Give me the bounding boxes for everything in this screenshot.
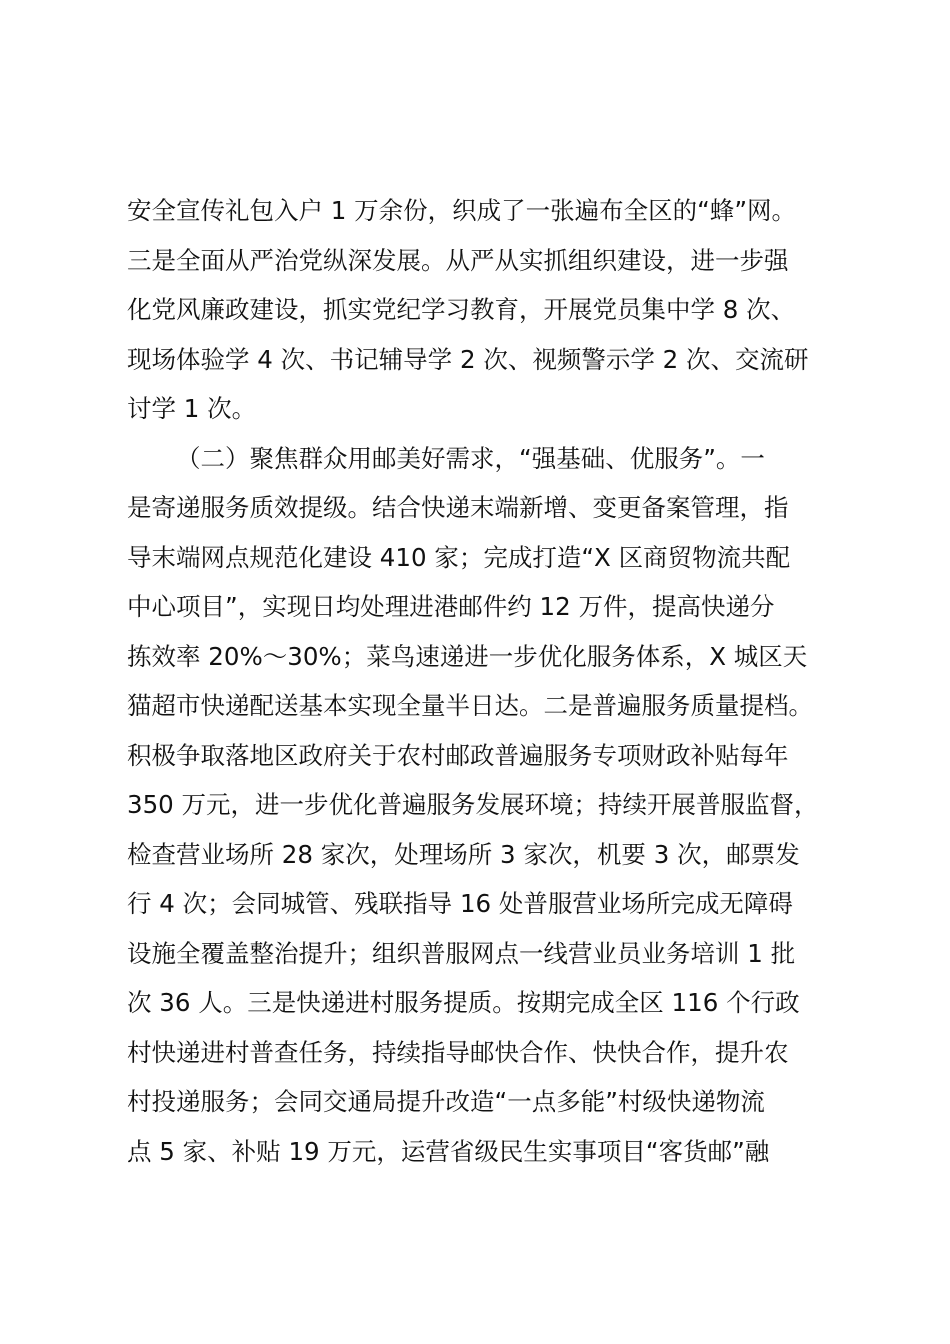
text-line: 积极争取落地区政府关于农村邮政普遍服务专项财政补贴每年: [127, 740, 789, 770]
text-line: 次 36 人。三是快递进村服务提质。按期完成全区 116 个行政: [127, 988, 800, 1017]
text-line: 拣效率 20%～30%；菜鸟速递进一步优化服务体系，X 城区天: [127, 641, 808, 671]
text-line: 中心项目”，实现日均处理进港邮件约 12 万件，提高快递分: [127, 592, 775, 621]
text-line: 村投递服务；会同交通局提升改造“一点多能”村级快递物流: [127, 1087, 765, 1116]
text-line: 导末端网点规范化建设 410 家；完成打造“X 区商贸物流共配: [127, 542, 791, 572]
text-line: 村快递进村普查任务，持续指导邮快合作、快快合作，提升农: [127, 1037, 789, 1067]
body-text: [127, 186, 867, 1176]
text-line: 行 4 次；会同城管、残联指导 16 处普服营业场所完成无障碍: [127, 889, 793, 918]
text-line: 350 万元，进一步优化普遍服务发展环境；持续开展普服监督，: [127, 790, 819, 819]
text-line: 检查营业场所 28 家次，处理场所 3 家次，机要 3 次，邮票发: [127, 839, 800, 869]
text-line: 猫超市快递配送基本实现全量半日达。二是普遍服务质量提档。: [127, 691, 813, 720]
text-line: 讨学 1 次。: [127, 394, 257, 423]
text-line: 现场体验学 4 次、书记辅导学 2 次、视频警示学 2 次、交流研: [127, 344, 809, 374]
text-line: 是寄递服务质效提级。结合快递末端新增、变更备案管理，指: [127, 493, 789, 522]
text-line: 设施全覆盖整治提升；组织普服网点一线营业员业务培训 1 批: [127, 938, 796, 968]
text-line: 化党风廉政建设，抓实党纪学习教育，开展党员集中学 8 次、: [127, 295, 796, 324]
text-line: 点 5 家、补贴 19 万元，运营省级民生实事项目“客货邮”融: [127, 1136, 770, 1166]
text-line: 安全宣传礼包入户 1 万余份，织成了一张遍布全区的“蜂”网。: [127, 196, 797, 225]
section-heading-line: （二）聚焦群众用邮美好需求，“强基础、优服务”。一: [176, 443, 765, 473]
text-line: 三是全面从严治党纵深发展。从严从实抓组织建设，进一步强: [127, 245, 789, 275]
